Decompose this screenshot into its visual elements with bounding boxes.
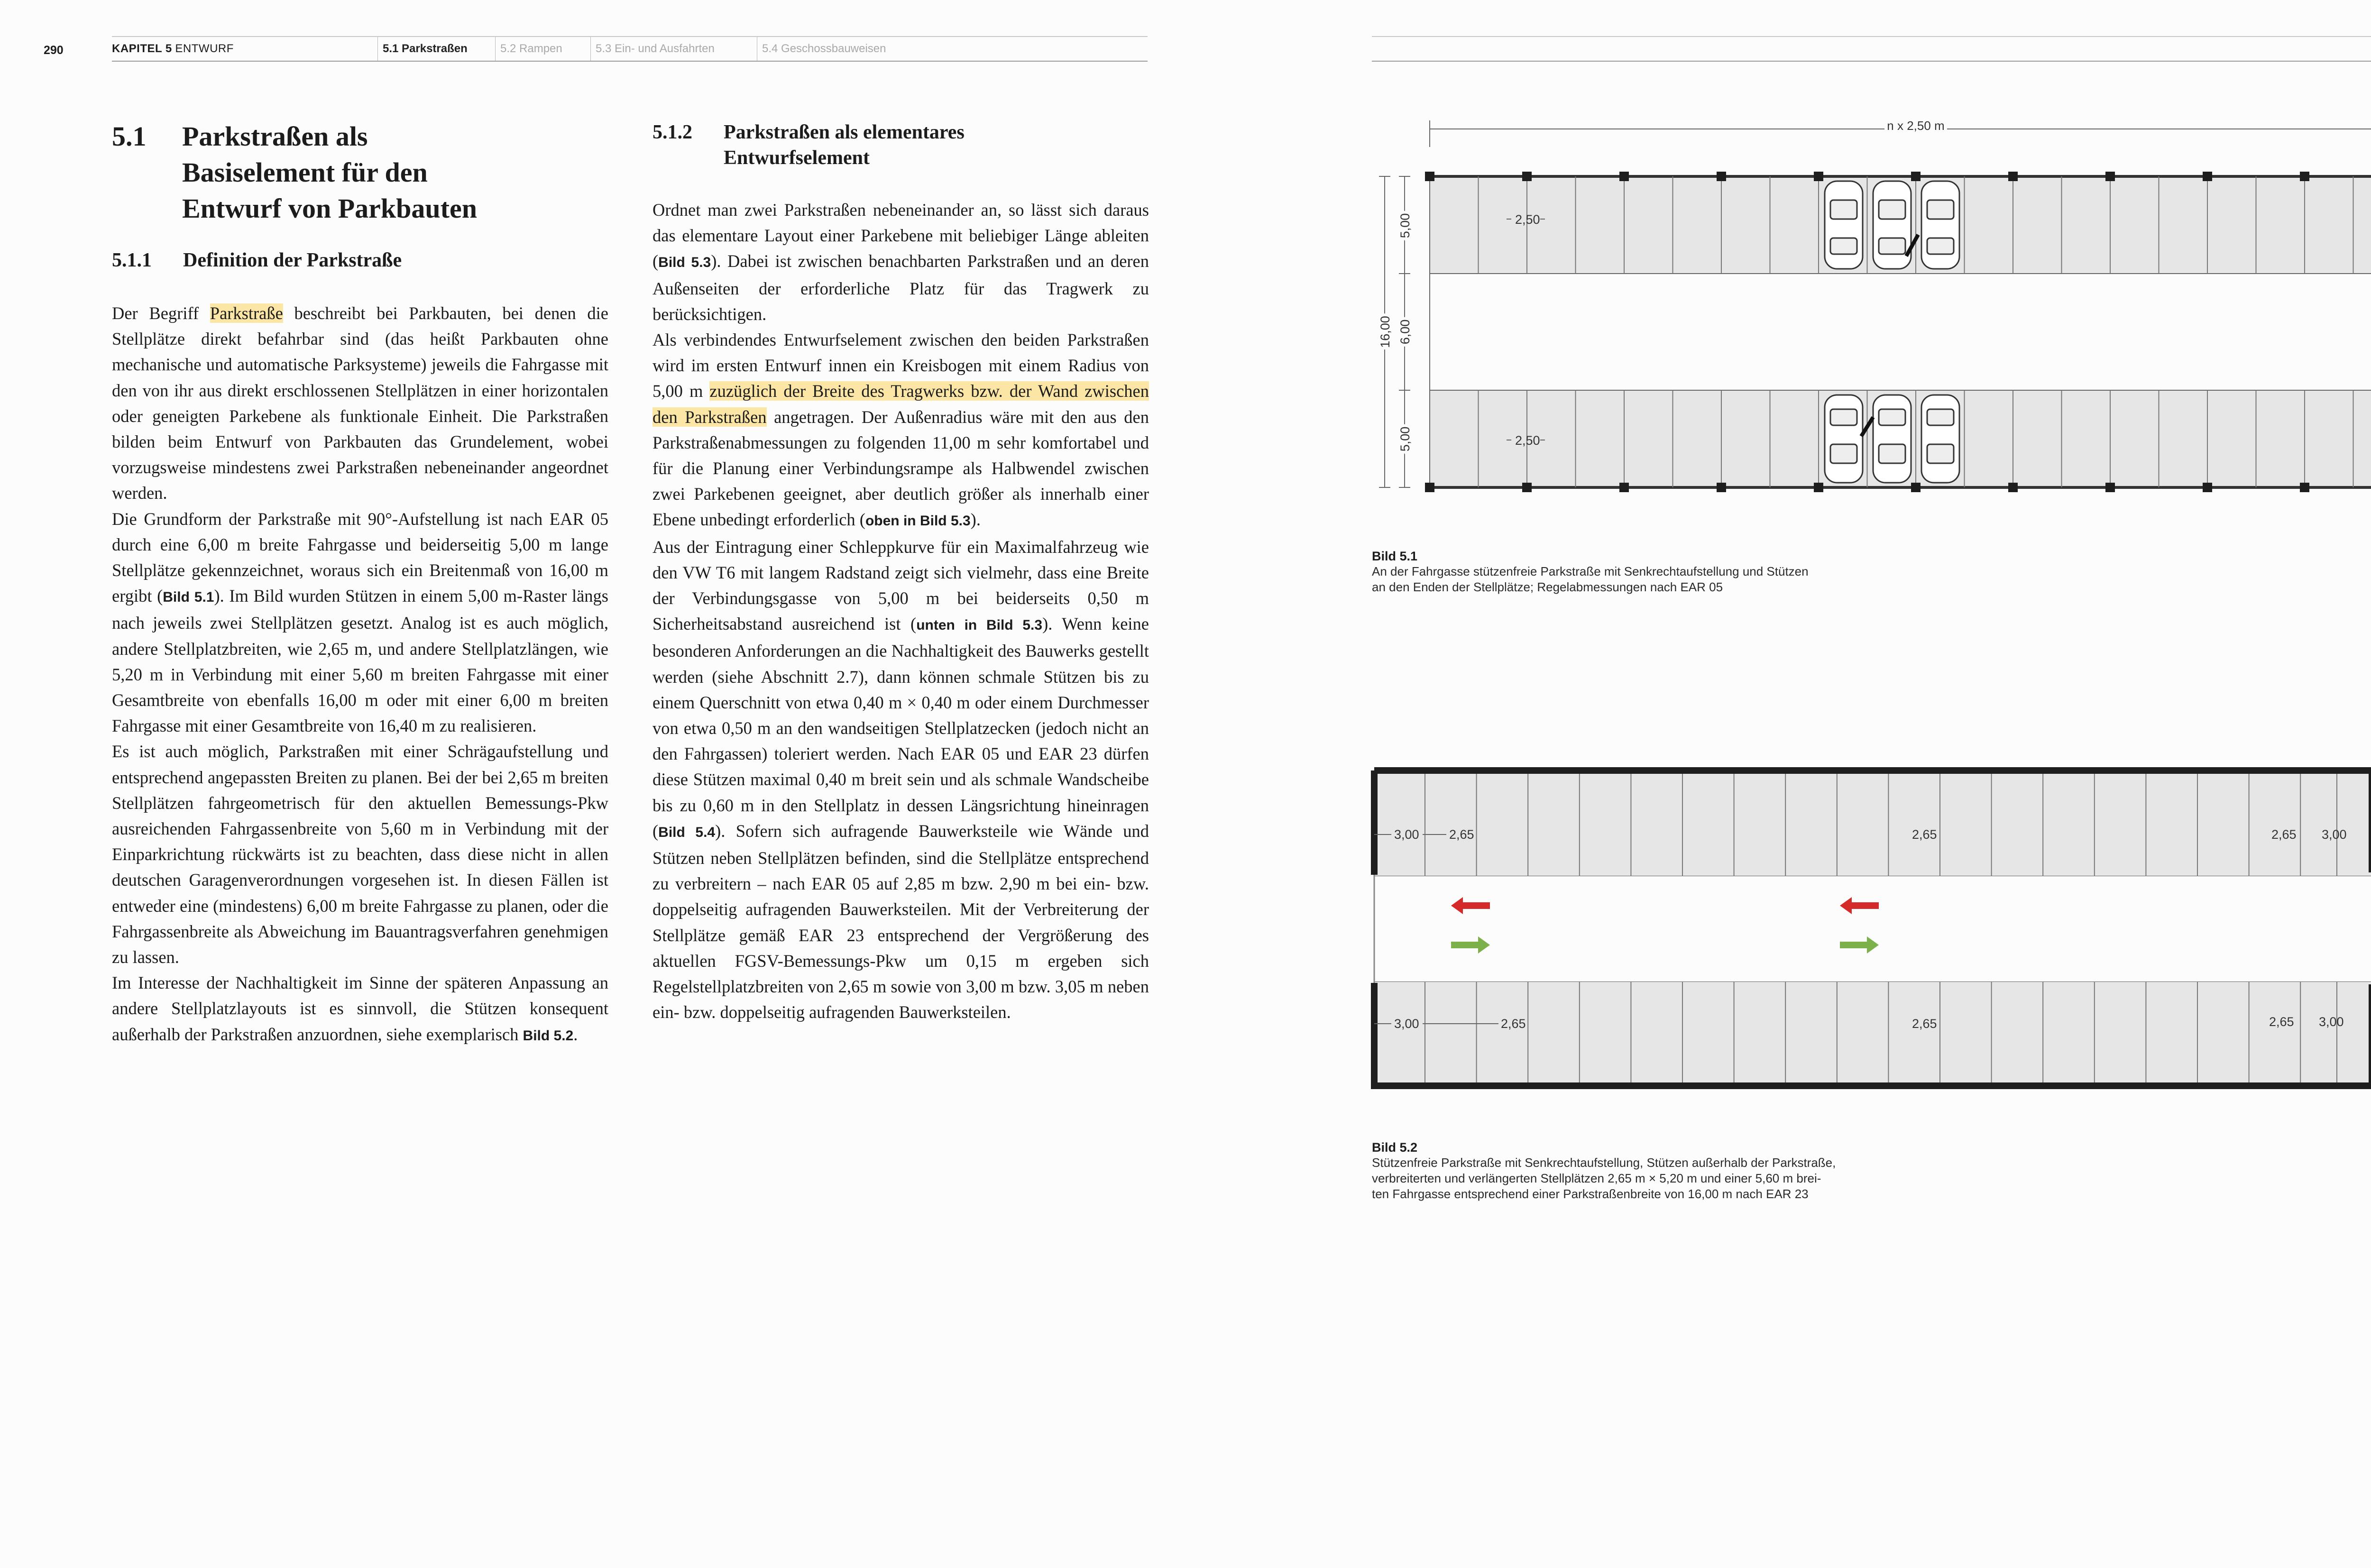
subsection-2-number: 5.1.2 (652, 121, 692, 143)
dim-regular-bottom: 2,65 (2269, 1015, 2294, 1029)
dim-row-aisle: 6,00 (1398, 319, 1412, 345)
top-rule-left (112, 36, 1148, 37)
column-marker (1522, 172, 1532, 181)
column-marker (1522, 483, 1532, 492)
dim-regular-top: 2,65 (1912, 827, 1937, 842)
section-title-line: Basiselement für den (182, 157, 428, 188)
column-marker (1814, 172, 1823, 181)
subsection-1-heading (112, 248, 586, 273)
highlighted-term: Parkstraße (210, 303, 283, 323)
dim-regular-top: 2,65 (1449, 827, 1474, 842)
section-tabs (377, 37, 923, 61)
figure-reference[interactable]: oben in Bild 5.3 (865, 513, 971, 529)
paragraph: Ordnet man zwei Parkstraßen nebeneinander an, so lässt sich daraus das elementare Layout einer Parkebene mit beliebiger Länge ableiten (Bild 5.3). Dabei ist zwischen benachbarten Parkstraßen und an deren Außenseiten der erforderliche Platz für das Tragwerk zu berücksichtigen. (652, 200, 1149, 324)
section-title (182, 119, 477, 227)
dim-wide-left-bottom: 3,00 (1394, 1017, 1419, 1031)
dim-regular-bottom: 2,65 (1912, 1017, 1937, 1031)
dim-regular-bottom: 2,65 (1501, 1017, 1526, 1031)
column-marker (2203, 483, 2212, 492)
dim-top-label: n x 2,50 m (1887, 119, 1945, 133)
highlighted-phrase: zuzüglich der Breite des Tragwerks bzw. der Wand zwischen den Parkstraßen (652, 381, 1149, 427)
dim-wide-right-bottom: 3,00 (2319, 1015, 2344, 1029)
tab-5-2[interactable]: 5.2 Rampen (495, 37, 590, 61)
caption-line: Stützenfreie Parkstraße mit Senkrechtaufstellung, Stützen außerhalb der Parkstraße, (1372, 1155, 1836, 1170)
section-heading (112, 119, 586, 227)
column-marker (2203, 172, 2212, 181)
body-column-2 (652, 197, 1149, 1026)
subsection-2-title-line: Parkstraßen als elementares (724, 121, 965, 143)
paragraph: Die Grundform der Parkstraße mit 90°-Aufstellung ist nach EAR 05 durch eine 6,00 m breite Fahrgasse und beiderseitig 5,00 m lange Stellplätze gekennzeichnet, woraus sich ein Breitenmaß von 16,00 m ergibt (Bild 5.1). Im Bild wurden Stützen in einem 5,00 m-Raster längs nach jeweils zwei Stellplätzen gesetzt. Analog ist es auch möglich, andere Stellplatzbreiten, wie 2,65 m, und andere Stellplatzlängen, wie 5,20 m in Verbindung mit einer 5,60 m breiten Fahrgasse mit einer Gesamtbreite von ebenfalls 16,00 m oder mit einer 6,00 m breiten Fahrgasse mit einer Gesamtbreite von 16,40 m zu realisieren. (112, 509, 609, 736)
paragraph: Im Interesse der Nachhaltigkeit im Sinne der späteren Anpassung an andere Stellplatzlayouts ist es sinnvoll, die Stützen konsequent außerhalb der Parkstraßen anzuordnen, siehe exemplarisch Bild 5.2. (112, 973, 608, 1044)
car-group-top (1825, 181, 1959, 269)
column-marker (1425, 172, 1434, 181)
caption-line: an den Enden der Stellplätze; Regelabmessungen nach EAR 05 (1372, 580, 1723, 594)
tab-5-1[interactable]: 5.1 Parkstraßen (377, 37, 495, 61)
paragraph: Als verbindendes Entwurfselement zwischen den beiden Parkstraßen wird im ersten Entwurf innen ein Kreisbogen mit einem Radius von 5,00 m zuzüglich der Breite des Tragwerks bzw. der Wand zwischen den Parkstraßen angetragen. Der Außenradius wäre mit den aus den Parkstraßenabmessungen zu folgenden 11,00 m sehr komfortabel und für die Planung einer Verbindungsrampe als Halbwendel zwischen zwei Parkebenen geeignet, aber deutlich größer als innerhalb einer Ebene unbedingt erforderlich (oben in Bild 5.3). (652, 330, 1149, 530)
column-marker (1911, 172, 1921, 181)
figure-caption (1372, 1155, 1988, 1202)
column-marker (2105, 172, 2115, 181)
figure-reference[interactable]: Bild 5.1 (163, 589, 214, 605)
column-marker (2300, 172, 2309, 181)
header-rule-left (112, 61, 1148, 62)
body-column-1 (112, 301, 608, 1049)
figure-5-1-drawing (1356, 114, 2371, 503)
figure-reference[interactable]: Bild 5.2 (523, 1027, 574, 1044)
dim-stall-width-top: 2,50 (1515, 212, 1540, 227)
header-rule-right (1372, 61, 2371, 62)
column-marker (1425, 483, 1434, 492)
column-marker (2300, 483, 2309, 492)
figure-caption (1372, 564, 1988, 595)
tab-5-3[interactable]: 5.3 Ein- und Ausfahrten (590, 37, 757, 61)
chapter-label: KAPITEL 5 (112, 42, 172, 55)
caption-line: An der Fahrgasse stützenfreie Parkstraße mit Senkrechtaufstellung und Stützen (1372, 564, 1809, 578)
column-marker (1814, 483, 1823, 492)
figure-5-2-caption (1372, 1140, 1988, 1202)
figure-5-2-drawing (1356, 759, 2371, 1119)
column-marker (2008, 483, 2018, 492)
paragraph: Der Begriff Parkstraße beschreibt bei Parkbauten, bei denen die Stellplätze direkt befahrbar sind (das heißt Parkbauten ohne mechanische und automatische Parksysteme) jeweils die Fahrgasse mit den von ihr aus direkt erschlossenen Stellplätzen in einer horizontalen oder geneigten Parkebene als funktionale Einheit. Die Parkstraßen bilden beim Entwurf von Parkbauten das Grundelement, wobei vorzugsweise mindestens zwei Parkstraßen nebeneinander angeordnet werden. (112, 303, 608, 503)
chapter-heading (112, 42, 377, 55)
subsection-1-title: Definition der Parkstraße (183, 249, 402, 271)
figure-label: Bild 5.2 (1372, 1140, 1418, 1155)
figure-reference[interactable]: Bild 5.4 (658, 824, 716, 840)
dim-regular-top: 2,65 (2271, 827, 2297, 842)
running-head (112, 37, 1148, 61)
subsection-1-number: 5.1.1 (112, 249, 152, 271)
figure-5-1-caption (1372, 549, 1988, 595)
column-marker (1619, 483, 1629, 492)
column-marker (1619, 172, 1629, 181)
figure-reference[interactable]: unten in Bild 5.3 (916, 617, 1043, 633)
column-marker (2008, 172, 2018, 181)
caption-line: ten Fahrgasse entsprechend einer Parkstraßenbreite von 16,00 m nach EAR 23 (1372, 1187, 1809, 1201)
column-marker (1717, 483, 1726, 492)
caption-line: verbreiterten und verlängerten Stellplätzen 2,65 m × 5,20 m und einer 5,60 m brei- (1372, 1171, 1821, 1185)
section-title-line: Parkstraßen als (182, 121, 368, 152)
car-group-bottom (1825, 395, 1959, 483)
chapter-name: ENTWURF (175, 42, 234, 55)
left-page-number: 290 (44, 44, 64, 57)
dim-row-bottom: 5,00 (1398, 426, 1412, 452)
tab-5-4[interactable]: 5.4 Geschossbauweisen (757, 37, 923, 61)
section-number: 5.1 (112, 121, 147, 152)
section-title-line: Entwurf von Parkbauten (182, 193, 477, 224)
paragraph: Es ist auch möglich, Parkstraßen mit einer Schrägaufstellung und entsprechend angepassten Breiten zu planen. Bei der bei 2,65 m breiten Stellplätzen fahrgeometrisch für den aktuellen Bemessungs-Pkw ausreichenden Fahrgassenbreite von 5,60 m in Verbindung mit der Einparkrichtung rückwärts ist zu beachten, dass diese nicht in allen deutschen Garagenverordnungen vorgesehen ist. In diesen Fällen ist entweder eine (mindestens) 6,00 m breite Fahrgasse zu planen, oder die Fahrgassenbreite als Abweichung im Bauantragsverfahren genehmigen zu lassen. (112, 742, 608, 967)
subsection-2-title (724, 119, 965, 171)
column-marker (2105, 483, 2115, 492)
dim-total: 16,00 (1378, 316, 1392, 348)
subsection-2-heading (652, 119, 1150, 171)
column-marker (1911, 483, 1921, 492)
top-rule-right (1372, 36, 2371, 37)
column-marker (1717, 172, 1726, 181)
subsection-2-title-line: Entwurfselement (724, 147, 870, 169)
paragraph: Aus der Eintragung einer Schleppkurve für ein Maximalfahrzeug wie den VW T6 mit langem Radstand zeigt sich vielmehr, dass eine Breite der Verbindungsgasse von 5,00 m bei beiderseits 0,50 m Sicherheitsabstand ausreichend ist (unten in Bild 5.3). Wenn keine besonderen Anforderungen an die Nachhaltigkeit des Bauwerks gestellt werden (siehe Abschnitt 2.7), dann können schmale Stützen bis zu einem Querschnitt von etwa 0,40 m × 0,40 m oder einem Durchmesser von etwa 0,50 m an den wandseitigen Stellplatzecken (jedoch nicht an den Fahrgassen) toleriert werden. Nach EAR 05 und EAR 23 dürfen diese Stützen maximal 0,40 m breit sein und als schmale Wandscheibe bis zu 0,60 m in den Stellplatz in dessen Längsrichtung hineinragen (Bild 5.4). Sofern sich aufragende Bauwerksteile wie Wände und Stützen neben Stellplätzen befinden, sind die Stellplätze entsprechend zu verbreitern – nach EAR 05 auf 2,85 m bzw. 2,90 m bei ein- bzw. doppelseitig aufragenden Bauwerksteilen. Mit der Verbreiterung der Stellplätze gemäß EAR 23 entsprechend der Vergrößerung des aktuellen FGSV-Bemessungs-Pkw um 0,15 m ergeben sich Regelstellplatzbreiten von 2,65 m sowie von 3,00 m bzw. 3,05 m neben ein- bzw. doppelseitig aufragenden Bauwerksteilen. (652, 537, 1149, 1022)
dim-stall-width-bottom: 2,50 (1515, 433, 1540, 448)
dim-row-top: 5,00 (1398, 213, 1412, 238)
dim-wide-right-top: 3,00 (2322, 827, 2347, 842)
figure-reference[interactable]: Bild 5.3 (658, 255, 711, 271)
dim-wide-left-top: 3,00 (1394, 827, 1419, 842)
figure-label: Bild 5.1 (1372, 549, 1418, 563)
